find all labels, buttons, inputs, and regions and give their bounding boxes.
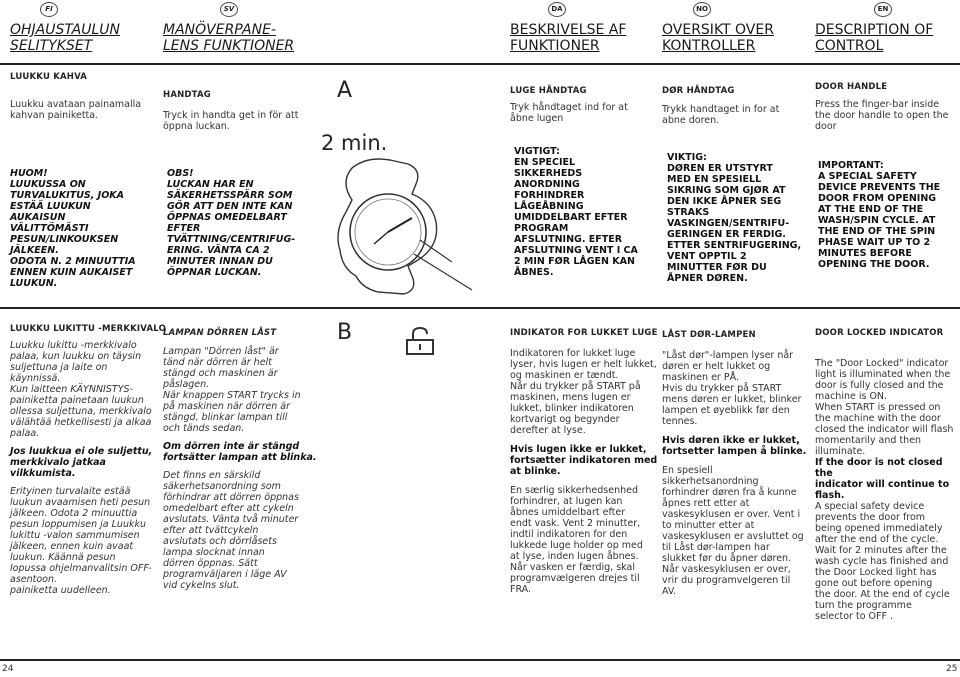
header-sv: MANÖVERPANE- LENS FUNKTIONER	[163, 22, 295, 54]
figure-a-letter: A	[337, 78, 353, 103]
page-number-left: 24	[2, 664, 14, 674]
flag-da: DA	[548, 2, 566, 17]
figure-b-letter: B	[337, 320, 353, 345]
padlock-icon	[404, 326, 436, 356]
sv-handle-title: HANDTAG	[163, 90, 211, 100]
figure-a-time-label: 2 min.	[321, 131, 388, 155]
fi-locked-title: LUUKKU LUKITTU -MERKKIVALO	[10, 324, 167, 334]
fi-handle-body: Luukku avataan painamalla kahvan painiketta.	[10, 99, 142, 121]
en-locked-title: DOOR LOCKED INDICATOR	[815, 328, 944, 338]
fi-locked-text: Luukku lukittu -merkkivalo palaa, kun luukku on täysin suljettuna ja laite on käynnissä. Kun laitteen KÄYNNISTYS- painiketta painetaan luukun ollessa suljettuna, merkkivalo välähtää hetkellisesti ja alkaa palaa. Jos luukkua ei ole suljettu, merkkivalo jatkaa vilkkumista. Erityinen turvalaite estää luukun avaamisen heti pesun jälkeen. Odota 2 minuuttia pesun loppumisen ja Luukku lukittu -valon sammumisen jälkeen, ennen kuin avaat luukun. Käännä pesun lopussa ohjelmanvalitsin OFF- asentoon. painiketta uudelleen.	[10, 340, 153, 596]
no-handle-body: Trykk handtaget in for at abne doren.	[662, 104, 780, 126]
sv-handle-body: Tryck in handta get in för att öppna luckan.	[163, 110, 299, 132]
flag-sv: SV	[220, 2, 238, 17]
da-handle-body: Tryk håndtaget ind for at åbne lugen	[510, 102, 628, 124]
watch-illustration	[312, 150, 484, 300]
flag-fi: FI	[40, 2, 58, 17]
flag-no: NO	[693, 2, 711, 17]
no-handle-title: DØR HÅNDTAG	[662, 86, 735, 96]
da-locked-text: Indikatoren for lukket luge lyser, hvis lugen er helt lukket, og maskinen er tændt. Når du trykker på START på maskinen, mens lugen er lukket, blinker indikatoren kortvarigt og begynder derefter at lyse. Hvis lugen ikke er lukket, fortsætter indikatoren med at blinke. En særlig sikkerhedsenhed forhindrer, at lugen kan åbnes umiddelbart efter endt vask. Vent 2 minutter, indtil indikatoren for den lukkede luge holder op med at lyse, inden lugen åbnes. Når vasken er færdig, skal programvælgeren drejes til FRA.	[510, 348, 658, 595]
header-en: DESCRIPTION OF CONTROL	[815, 22, 934, 54]
page-number-right: 25	[946, 664, 958, 674]
da-handle-title: LUGE HÅNDTAG	[510, 86, 587, 96]
header-fi: OHJAUSTAULUN SELITYKSET	[10, 22, 120, 54]
da-handle-warning: VIGTIGT: EN SPECIEL SIKKERHEDS ANORDNING FORHINDRER LÅGEÅBNING UMIDDELBART EFTER PROGRAM AFSLUTNING. EFTER AFSLUTNING VENT I CA 2 MIN FØR LÅGEN KAN ÅBNES.	[514, 146, 638, 278]
fi-handle-title: LUUKKU KAHVA	[10, 72, 88, 82]
header-da: BESKRIVELSE AF FUNKTIONER	[510, 22, 627, 54]
en-handle-warning: IMPORTANT: A SPECIAL SAFETY DEVICE PREVENTS THE DOOR FROM OPENING AT THE END OF THE WASH/SPIN CYCLE. AT THE END OF THE SPIN PHASE WAIT UP TO 2 MINUTES BEFORE OPENING THE DOOR.	[818, 160, 941, 270]
en-handle-body: Press the finger-bar inside the door handle to open the door	[815, 99, 949, 132]
sv-locked-text: Lampan "Dörren låst" är tänd när dörren är helt stängd och maskinen är påslagen. När knappen START trycks in på maskinen när dörren är stängd, blinkar lampan till och tänds sedan. Om dörren inte är stängd fortsätter lampan att blinka. Det finns en särskild säkerhetsanordning som förhindrar att dörren öppnas omedelbart efter att cykeln avslutats. Vänta två minuter efter att tvättcykeln avslutats och dörrlåsets lampa slocknat innan dörren öppnas. Sätt programväljaren i läge AV vid cykelns slut.	[163, 346, 317, 591]
top-rule	[0, 63, 960, 65]
no-locked-title: LÅST DØR-LAMPEN	[662, 330, 756, 340]
flag-en: EN	[874, 2, 892, 17]
fi-handle-warning: HUOM! LUUKUSSA ON TURVALUKITUS, JOKA ESTÄÄ LUUKUN AUKAISUN VÄLITTÖMÄSTI PESUN/LINKOUKSEN JÄLKEEN. ODOTA N. 2 MINUUTTIA ENNEN KUIN AUKAISET LUUKUN.	[10, 168, 136, 289]
en-handle-title: DOOR HANDLE	[815, 82, 888, 92]
da-locked-title: INDIKATOR FOR LUKKET LUGE	[510, 328, 658, 338]
no-handle-warning: VIKTIG: DØREN ER UTSTYRT MED EN SPESIELL SIKRING SOM GJØR AT DEN IKKE ÅPNER SEG STRAKS VASKINGEN/SENTRIFU- GERINGEN ER FERDIG. ETTER SENTRIFUGERING, VENT OPPTIL 2 MINUTTER FØR DU ÅPNER DØREN.	[667, 152, 802, 284]
sv-handle-warning: OBS! LUCKAN HAR EN SÄKERHETSSPÄRR SOM GÖR ATT DEN INTE KAN ÖPPNAS OMEDELBART EFTER TVÄTTNING/CENTRIFUG- ERING. VÄNTA CA 2 MINUTER INNAN DU ÖPPNAR LUCKAN.	[167, 168, 296, 278]
en-locked-text: The "Door Locked" indicator light is illuminated when the door is fully closed and the machine is ON. When START is pressed on the machine with the door closed the indicator will flash momentarily and then illuminate. If the door is not closed the indicator will continue to flash. A special safety device prevents the door from being opened immediately after the end of the cycle. Wait for 2 minutes after the wash cycle has finished and the Door Locked light has gone out before opening the door. At the end of cycle turn the programme selector to OFF .	[815, 358, 954, 622]
header-no: OVERSIKT OVER KONTROLLER	[662, 22, 774, 54]
middle-rule	[0, 307, 960, 309]
bottom-rule	[0, 659, 960, 661]
sv-locked-title: LAMPAN DÖRREN LÅST	[163, 328, 277, 338]
no-locked-text: "Låst dør"-lampen lyser når døren er helt lukket og maskinen er PÅ. Hvis du trykker på START mens døren er lukket, blinker lampen et øyeblikk før den tennes. Hvis døren ikke er lukket, fortsetter lampen å blinke. En spesiell sikkerhetsanordning forhindrer døren fra å kunne åpnes rett etter at vaskesyklusen er over. Vent i to minutter etter at vaskesyklusen er avsluttet og til Låst dør-lampen har slukket før du åpner døren. Når vaskesyklusen er over, vrir du programvelgeren til AV.	[662, 350, 807, 597]
